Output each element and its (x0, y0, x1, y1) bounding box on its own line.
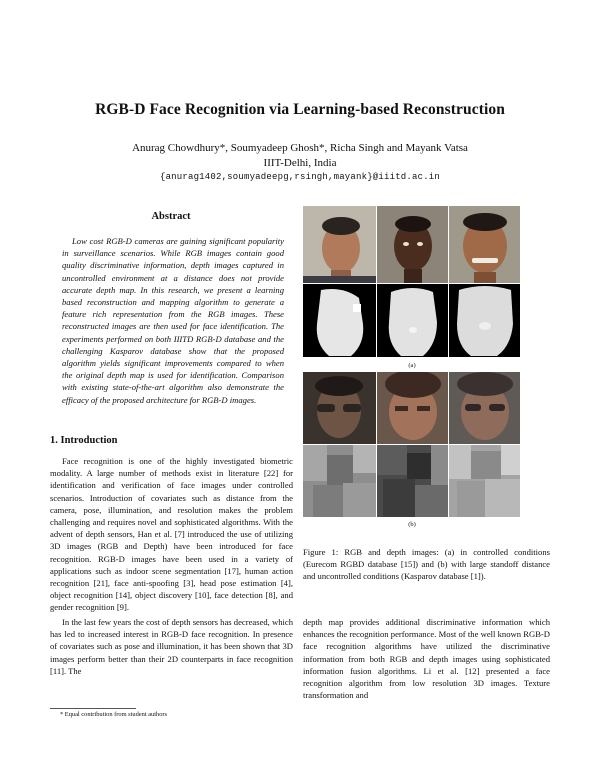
figure-a-rgb-face-3 (449, 206, 520, 283)
affiliation: IIIT-Delhi, India (263, 157, 337, 169)
figure-caption: Figure 1: RGB and depth images: (a) in controlled conditions (Eurecom RGBD database [15]) and (b) with large standoff distance and uncontrolled conditions (Kasparov database [1]). (303, 547, 550, 582)
figure-a-depth-map-2 (377, 284, 448, 357)
figure-a-depth-map-1 (303, 284, 376, 357)
figure-b-depth-map-3 (449, 445, 520, 517)
footnote-rule (50, 708, 136, 709)
introduction-heading: 1. Introduction (50, 435, 118, 446)
abstract-heading: Abstract (151, 211, 191, 222)
paper-title: RGB-D Face Recognition via Learning-based Reconstruction (95, 101, 505, 118)
figure-a-depth-map-3 (449, 284, 520, 357)
figure-b-rgb-face-2 (377, 372, 448, 444)
abstract-text: Low cost RGB-D cameras are gaining significant popularity in surveillance scenarios. While RGB images contain good quality discriminative information, depth images captured in uncontrolled environment at a distance does not provide accurate depth map. In this research, we present a learning based reconstruction and mapping algorithm to generate a feature rich representation from the RGB images. These reconstructed images are then used for face identification. The experiments performed on both IIITD RGB-D database and the challenging Kasparov database show that the proposed algorithm yields significant improvements compared to when the original depth map is used for identification. Comparison with existing state-of-the-art algorithm also demonstrate the efficacy of the proposed architecture for RGB-D images. (62, 236, 284, 405)
figure-b-depth-map-1 (303, 445, 376, 517)
figure-b-rgb-face-3 (449, 372, 520, 444)
figure-a-rgb-face-2 (377, 206, 448, 283)
intro-paragraph-3: depth map provides additional discriminative information which enhances the recognition performance. Most of the well known RGB-D face recognition algorithms have utilized the discriminative information from both RGB and depth images using sophisticated information fusion algorithms. Li et al. [12] presented a face recognition algorithm from low resolution 3D images. Texture transformation and (303, 617, 550, 701)
figure-b-depth-map-2 (377, 445, 448, 517)
author-emails: {anurag1402,soumyadeepg,rsingh,mayank}@iiitd.ac.in (159, 172, 441, 182)
intro-paragraph-2: In the last few years the cost of depth sensors has decreased, which has led to increased interest in RGB-D face recognition. In presence of covariates such as pose and illumination, it has been shown that 3D images perform better than their 2D counterparts in face recognition [11]. The (50, 617, 293, 676)
footnote: * Equal contribution from student authors (60, 711, 168, 718)
figure-subcaption-b: (b) (408, 521, 416, 528)
intro-paragraph-1: Face recognition is one of the highly investigated biometric modality. A large number of methods exist in literature [22] for identification and verification of face images under controlled scenarios. Introduction of covariates such as distance from the camera, pose, illumination, and resolution makes the problem challenging and requires novel and sophisticated algorithms. With the advent of depth sensors, Han et al. [7] introduced the use of utilizing 3D images (RGB and Depth) have been introduced for face recognition. RGB-D images have been used in a variety of applications such as indoor scene segmentation [17], human action recognition [21], face anti-spoofing [3], head pose estimation [4], object recognition [14], object discovery [10], face detection [8], and gender recognition [9]. (50, 456, 293, 613)
author-list: Anurag Chowdhury*, Soumyadeep Ghosh*, Richa Singh and Mayank Vatsa (132, 142, 468, 154)
figure-b-rgb-face-1 (303, 372, 376, 444)
figure-a-rgb-face-1 (303, 206, 376, 283)
figure-subcaption-a: (a) (408, 362, 416, 369)
